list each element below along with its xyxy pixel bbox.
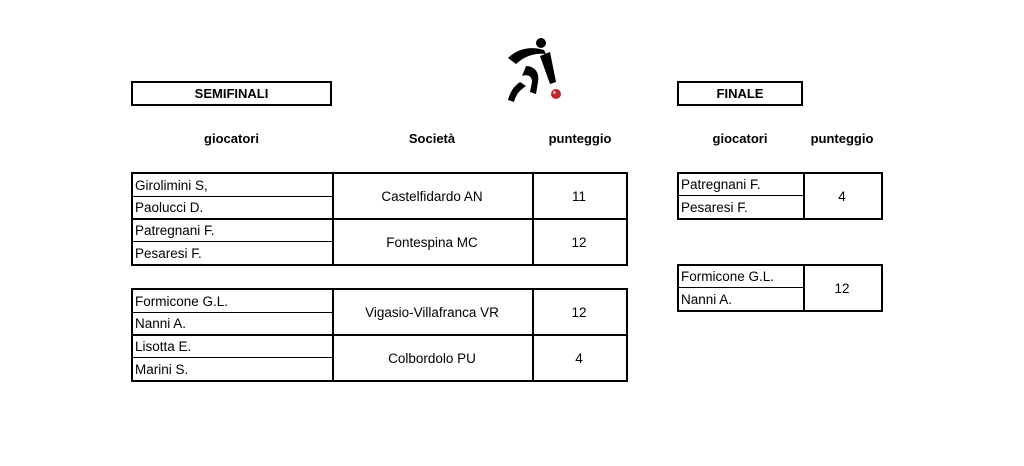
player-cell: Marini S. (133, 358, 334, 380)
final-header-score: punteggio (810, 131, 874, 146)
club-cell: Castelfidardo AN (332, 174, 534, 220)
final-team-2 (677, 264, 883, 312)
logo (500, 36, 568, 106)
player-cell: Formicone G.L. (133, 290, 334, 313)
player-cell: Patregnani F. (133, 220, 334, 242)
player-cell: Girolimini S, (133, 174, 334, 197)
player-cell: Patregnani F. (679, 174, 805, 196)
semifinals-title: SEMIFINALI (131, 81, 332, 106)
final-header-players: giocatori (712, 131, 768, 146)
score-cell: 11 (532, 174, 626, 220)
club-cell: Colbordolo PU (332, 336, 534, 380)
score-cell: 4 (838, 188, 846, 204)
final-team-1 (677, 172, 883, 220)
player-cell: Pesaresi F. (679, 196, 805, 218)
semifinal-group-1 (131, 172, 628, 266)
score-cell: 12 (834, 280, 850, 296)
club-cell: Fontespina MC (332, 220, 534, 264)
score-cell: 4 (575, 350, 583, 366)
bocce-player-icon (500, 36, 568, 106)
semifinal-group-2 (131, 288, 628, 382)
player-cell: Paolucci D. (133, 197, 334, 220)
score-cell: 12 (532, 290, 626, 336)
final-title: FINALE (677, 81, 803, 106)
player-cell: Nanni A. (679, 288, 805, 310)
player-cell: Lisotta E. (133, 336, 334, 358)
header-score: punteggio (548, 131, 612, 146)
header-players: giocatori (204, 131, 259, 146)
club-cell: Vigasio-Villafranca VR (332, 290, 534, 336)
player-cell: Pesaresi F. (133, 242, 334, 264)
player-cell: Formicone G.L. (679, 266, 805, 288)
header-club: Società (408, 131, 456, 146)
player-cell: Nanni A. (133, 313, 334, 336)
score-cell: 12 (571, 234, 587, 250)
